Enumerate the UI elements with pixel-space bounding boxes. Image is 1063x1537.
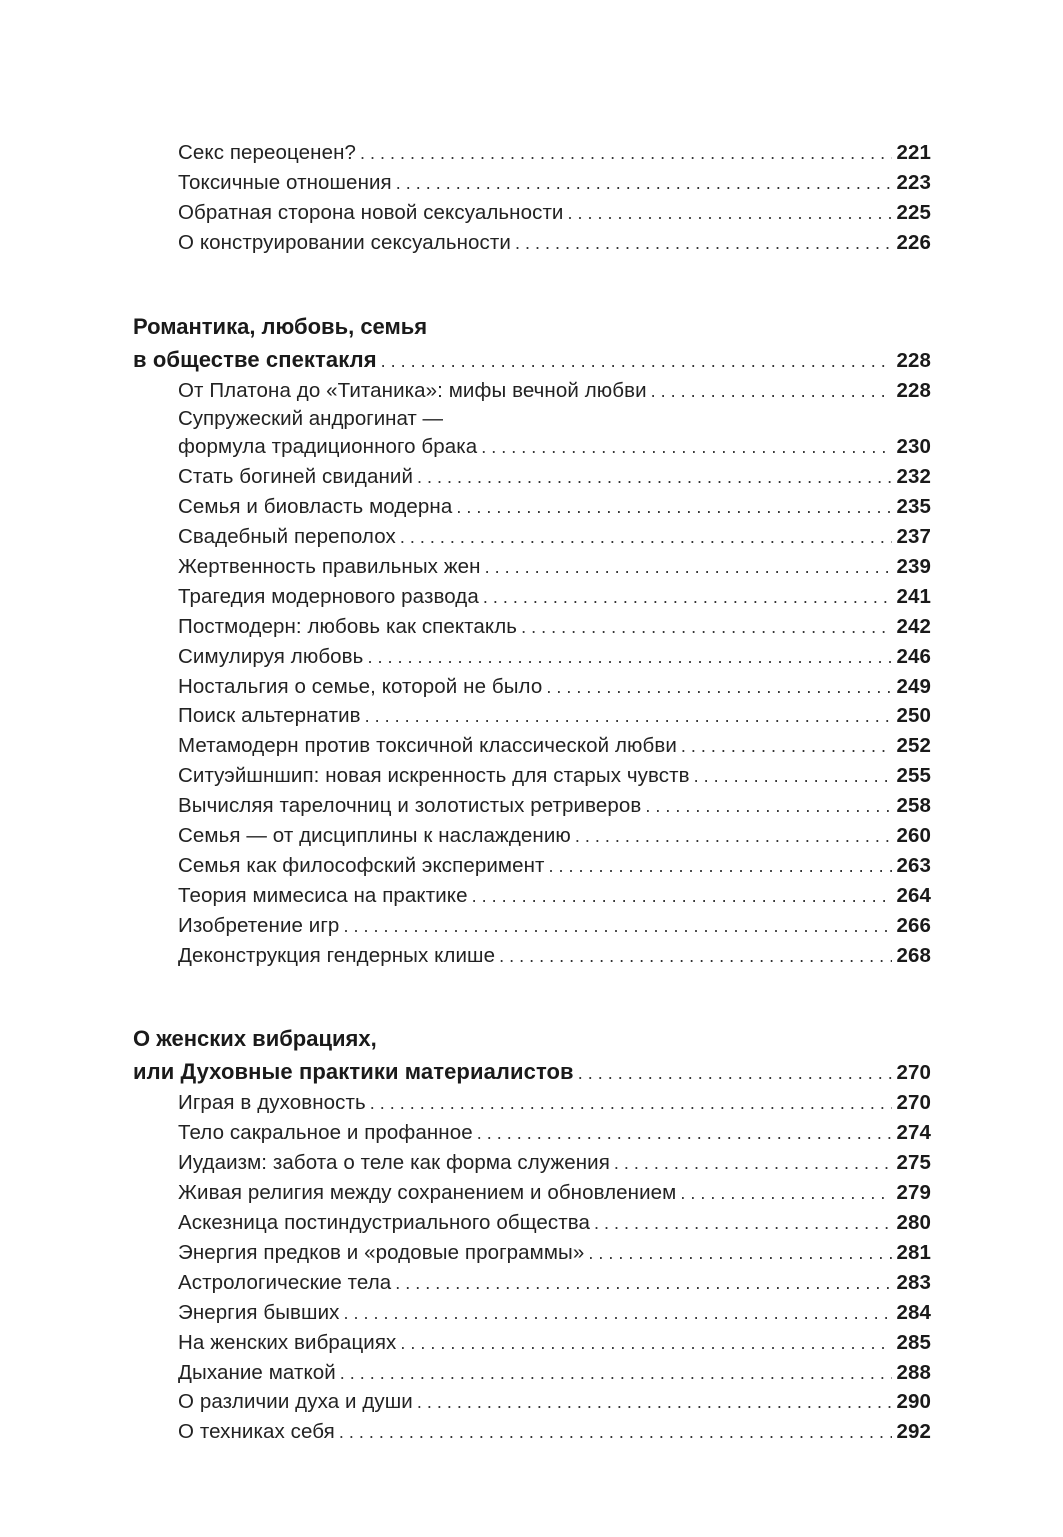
entry-title: Секс переоценен? [178,141,357,164]
entry-page-number: 230 [896,435,931,459]
toc-entry[interactable] [133,462,931,492]
entry-title: Семья как философский эксперимент [178,853,545,877]
dot-leader [417,463,892,493]
toc-entry[interactable] [133,881,931,911]
section-heading-line-2: в обществе спектакля [133,346,377,372]
entry-title: Иудаизм: забота о теле как форма служения [178,1151,610,1175]
dot-leader [614,1149,893,1179]
dot-leader [651,377,893,407]
toc-entry[interactable] [133,731,931,761]
entry-page-number: 281 [896,1240,931,1264]
entry-title: Постмодерн: любовь как спектакль [178,614,518,638]
dot-leader [456,493,892,523]
entry-page-number: 226 [896,230,931,254]
dot-leader [367,643,892,673]
entry-title: Стать богиней свиданий [178,465,413,489]
entry-page-number: 223 [896,170,931,194]
toc-entry[interactable] [133,1178,931,1208]
entry-page-number: 264 [896,883,931,907]
entry-title: Семья — от дисциплины к наслаждению [178,824,571,848]
dot-leader [515,229,893,259]
toc-entry[interactable] [133,791,931,821]
entry-title: На женских вибрациях [178,1330,397,1354]
toc-entry[interactable] [133,821,931,851]
entry-page-number: 284 [896,1300,931,1324]
entry-title-line-1: Супружеский андрогинат — [178,407,444,431]
dot-leader [694,762,893,792]
dot-leader [567,199,892,229]
entry-page-number: 235 [896,495,931,519]
toc-entry[interactable] [133,911,931,941]
entry-page-number: 263 [896,853,931,877]
toc-entry[interactable] [133,1148,931,1178]
toc-entry[interactable] [133,432,931,462]
toc-entry[interactable] [133,1238,931,1268]
dot-leader [645,792,892,822]
entry-title: Свадебный переполох [178,525,396,549]
toc-entry[interactable] [133,1358,931,1388]
entry-title: О различии духа и души [178,1390,413,1414]
entry-title: Деконструкция гендерных клише [178,943,496,967]
entry-title: Энергия предков и «родовые программы» [178,1240,585,1264]
toc-entry[interactable] [133,582,931,612]
entry-page-number: 283 [896,1270,931,1294]
section-spacer [133,258,931,310]
entry-title: Играя в духовность [178,1091,366,1115]
section-page-number: 228 [896,348,931,372]
entry-page-number: 279 [896,1181,931,1205]
entry-page-number: 246 [896,644,931,668]
dot-leader [546,673,892,703]
entry-page-number: 225 [896,200,931,224]
entry-title: Аскезница постиндустриального общества [178,1211,591,1235]
section-heading-line-1: Романтика, любовь, семья [133,313,428,339]
toc-entry[interactable] [133,228,931,258]
table-of-contents [133,138,931,1447]
dot-leader [549,852,893,882]
dot-leader [594,1209,892,1239]
toc-entry[interactable] [133,672,931,702]
toc-entry[interactable] [133,612,931,642]
dot-leader [681,732,893,762]
section-heading-line-2: или Духовные практики материалистов [133,1059,574,1085]
entry-title: От Платона до «Титаника»: мифы вечной любви [178,378,647,402]
entry-title: формула традиционного брака [178,435,478,459]
toc-entry[interactable] [133,1417,931,1447]
dot-leader [483,583,893,613]
dot-leader [481,433,892,463]
entry-page-number: 274 [896,1121,931,1145]
dot-leader [499,942,892,972]
toc-group-intro [133,138,931,258]
dot-leader [360,139,892,169]
entry-title: Изобретение игр [178,913,340,937]
dot-leader [485,553,893,583]
entry-page-number: 285 [896,1330,931,1354]
toc-entry[interactable] [133,1387,931,1417]
toc-entry[interactable] [133,1208,931,1238]
dot-leader [578,1057,893,1090]
dot-leader [680,1179,892,1209]
dot-leader [472,882,893,912]
toc-entry[interactable] [133,851,931,881]
section-spacer [133,970,931,1022]
entry-page-number: 290 [896,1390,931,1414]
entry-title: Поиск альтернатив [178,704,361,728]
dot-leader [417,1388,893,1418]
entry-title: Ситуэйшншип: новая искренность для старых чувств [178,764,690,788]
entry-page-number: 232 [896,465,931,489]
entry-title: О техниках себя [178,1420,335,1444]
entry-page-number: 280 [896,1211,931,1235]
entry-page-number: 292 [896,1420,931,1444]
dot-leader [370,1089,893,1119]
entry-page-number: 258 [896,794,931,818]
dot-leader [365,702,893,732]
section-heading-entry[interactable] [133,343,931,376]
section-heading-entry[interactable] [133,1055,931,1088]
section-page-number: 270 [896,1061,931,1085]
entry-page-number: 266 [896,913,931,937]
toc-entry[interactable] [133,761,931,791]
entry-page-number: 275 [896,1151,931,1175]
toc-entry[interactable] [133,1088,931,1118]
entry-title: Симулируя любовь [178,644,364,668]
dot-leader [343,912,892,942]
entry-page-number: 252 [896,734,931,758]
entry-page-number: 255 [896,764,931,788]
entry-page-number: 270 [896,1091,931,1115]
entry-title: Ностальгия о семье, которой не было [178,674,543,698]
entry-title: Токсичные отношения [178,170,392,194]
dot-leader [400,523,893,553]
toc-entry[interactable] [133,376,931,406]
toc-entry[interactable] [133,642,931,672]
toc-entry[interactable] [133,552,931,582]
entry-page-number: 249 [896,674,931,698]
entry-page-number: 250 [896,704,931,728]
entry-title: Вычисляя тарелочниц и золотистых ретриверов [178,794,642,818]
toc-entry[interactable] [133,701,931,731]
dot-leader [340,1359,893,1389]
toc-entry[interactable] [133,522,931,552]
toc-section-romance [133,310,931,971]
entry-title: Теория мимесиса на практике [178,883,468,907]
dot-leader [344,1299,893,1329]
dot-leader [381,345,893,378]
toc-entry[interactable] [133,941,931,971]
dot-leader [588,1239,892,1269]
dot-leader [477,1119,893,1149]
toc-entry[interactable] [133,198,931,228]
section-heading-line-1: О женских вибрациях, [133,1026,377,1052]
entry-title: Энергия бывших [178,1300,340,1324]
entry-page-number: 288 [896,1360,931,1384]
entry-page-number: 260 [896,824,931,848]
entry-title: Дыхание маткой [178,1360,336,1384]
entry-title: Трагедия модернового развода [178,584,479,608]
toc-entry[interactable] [133,168,931,198]
dot-leader [575,822,893,852]
entry-title: Жертвенность правильных жен [178,555,481,579]
dot-leader [396,169,893,199]
dot-leader [395,1269,892,1299]
entry-title: Семья и биовласть модерна [178,495,453,519]
entry-page-number: 239 [896,555,931,579]
toc-entry[interactable] [133,1298,931,1328]
toc-entry[interactable] [133,1328,931,1358]
entry-page-number: 241 [896,584,931,608]
toc-entry[interactable] [133,492,931,522]
entry-title: Живая религия между сохранением и обновлением [178,1181,677,1205]
entry-title: Тело сакральное и профанное [178,1121,473,1145]
dot-leader [400,1329,892,1359]
entry-page-number: 237 [896,525,931,549]
dot-leader [521,613,892,643]
entry-title: Обратная сторона новой сексуальности [178,200,564,224]
toc-entry[interactable] [133,138,931,168]
dot-leader [339,1418,893,1448]
entry-page-number: 268 [896,943,931,967]
entry-page-number: 228 [896,378,931,402]
entry-title: Метамодерн против токсичной классической любви [178,734,677,758]
entry-title: Астрологические тела [178,1270,392,1294]
entry-page-number: 242 [896,614,931,638]
entry-page-number: 221 [896,141,931,164]
toc-entry[interactable] [133,1118,931,1148]
toc-section-vibrations [133,1022,931,1447]
entry-title: О конструировании сексуальности [178,230,511,254]
toc-entry[interactable] [133,1268,931,1298]
